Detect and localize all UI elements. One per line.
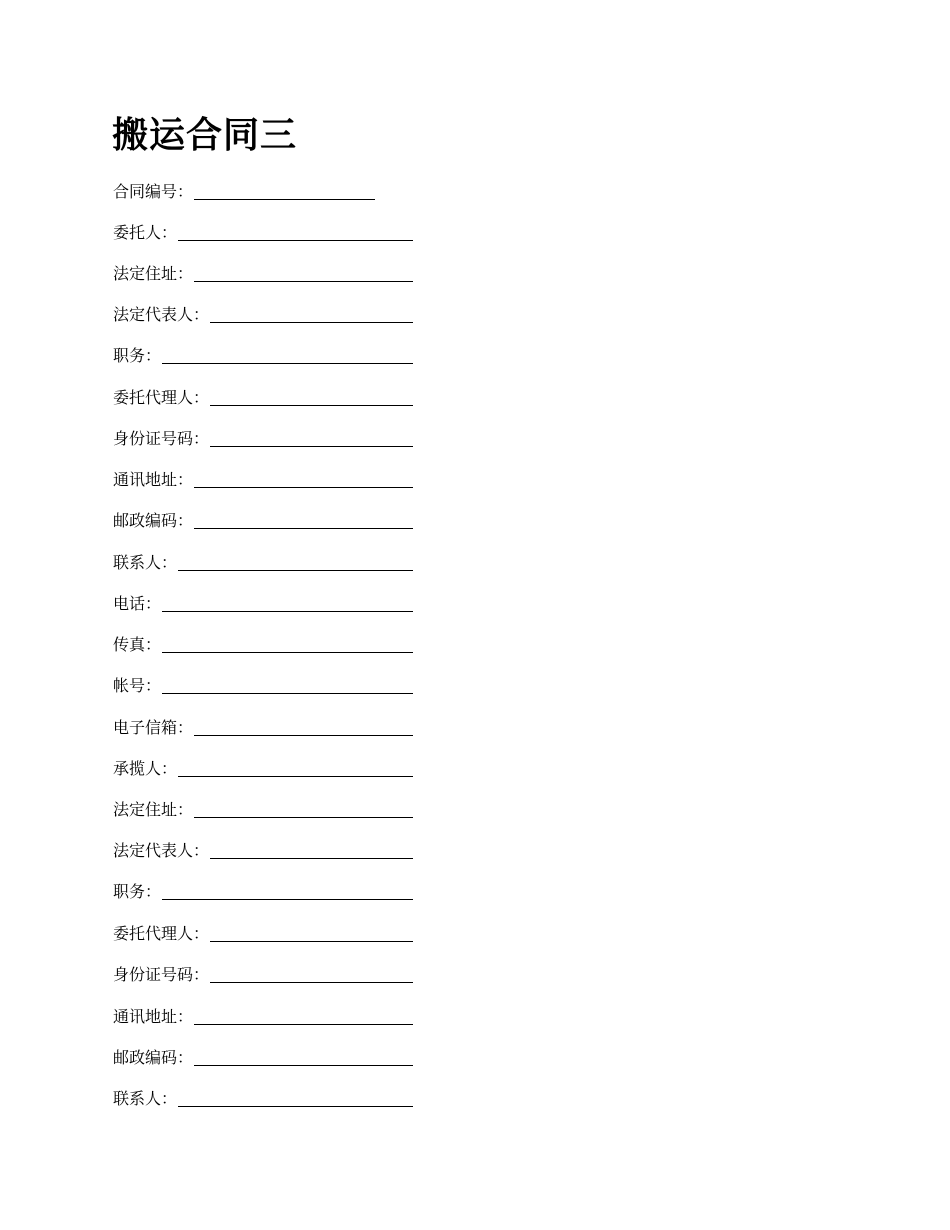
field-contractor-contact — [113, 1087, 413, 1111]
blank-line — [194, 1049, 413, 1066]
field-label: 邮政编码： — [113, 1048, 194, 1067]
field-client-phone — [113, 592, 413, 616]
blank-line — [194, 512, 413, 529]
blank-line — [194, 471, 413, 488]
blank-line — [162, 677, 413, 694]
field-client-postal-code — [113, 509, 413, 533]
field-label: 承揽人： — [113, 759, 178, 778]
field-label: 法定代表人： — [113, 305, 210, 324]
field-contractor-postal-code — [113, 1046, 413, 1070]
field-contractor-legal-representative — [113, 839, 413, 863]
field-label: 传真： — [113, 635, 162, 654]
field-client — [113, 221, 413, 245]
field-label: 电子信箱： — [113, 718, 194, 737]
blank-line — [210, 389, 413, 406]
blank-line — [194, 183, 375, 200]
field-client-legal-representative — [113, 303, 413, 327]
field-client-contact — [113, 551, 413, 575]
field-label: 职务： — [113, 346, 162, 365]
field-label: 委托代理人： — [113, 924, 210, 943]
field-client-id-number — [113, 427, 413, 451]
field-label: 委托人： — [113, 223, 178, 242]
field-label: 委托代理人： — [113, 388, 210, 407]
blank-line — [194, 265, 413, 282]
field-contractor-legal-address — [113, 798, 413, 822]
blank-line — [162, 636, 413, 653]
field-client-account — [113, 674, 413, 698]
field-contractor-mailing-address — [113, 1005, 413, 1029]
field-label: 通讯地址： — [113, 1007, 194, 1026]
field-contract-number — [113, 180, 375, 204]
field-client-agent — [113, 386, 413, 410]
field-label: 法定住址： — [113, 800, 194, 819]
field-label: 法定住址： — [113, 264, 194, 283]
blank-line — [210, 430, 413, 447]
blank-line — [178, 554, 413, 571]
blank-line — [162, 595, 413, 612]
field-contractor-agent — [113, 922, 413, 946]
field-client-fax — [113, 633, 413, 657]
blank-line — [210, 925, 413, 942]
document-title: 搬运合同三 — [112, 115, 298, 156]
blank-line — [194, 719, 413, 736]
blank-line — [178, 1090, 413, 1107]
field-label: 身份证号码： — [113, 965, 210, 984]
field-label: 职务： — [113, 882, 162, 901]
field-client-position — [113, 344, 413, 368]
blank-line — [194, 801, 413, 818]
field-label: 邮政编码： — [113, 511, 194, 530]
field-client-mailing-address — [113, 468, 413, 492]
field-label: 联系人： — [113, 553, 178, 572]
blank-line — [210, 966, 413, 983]
field-label: 法定代表人： — [113, 841, 210, 860]
blank-line — [178, 224, 413, 241]
field-contractor-position — [113, 880, 413, 904]
field-label: 帐号： — [113, 676, 162, 695]
field-client-email — [113, 716, 413, 740]
blank-line — [162, 883, 413, 900]
blank-line — [194, 1008, 413, 1025]
field-contractor — [113, 757, 413, 781]
field-label: 电话： — [113, 594, 162, 613]
blank-line — [210, 842, 413, 859]
blank-line — [210, 306, 413, 323]
field-label: 身份证号码： — [113, 429, 210, 448]
field-label: 通讯地址： — [113, 470, 194, 489]
blank-line — [178, 760, 413, 777]
field-label: 合同编号： — [113, 182, 194, 201]
blank-line — [162, 347, 413, 364]
field-client-legal-address — [113, 262, 413, 286]
field-contractor-id-number — [113, 963, 413, 987]
field-label: 联系人： — [113, 1089, 178, 1108]
